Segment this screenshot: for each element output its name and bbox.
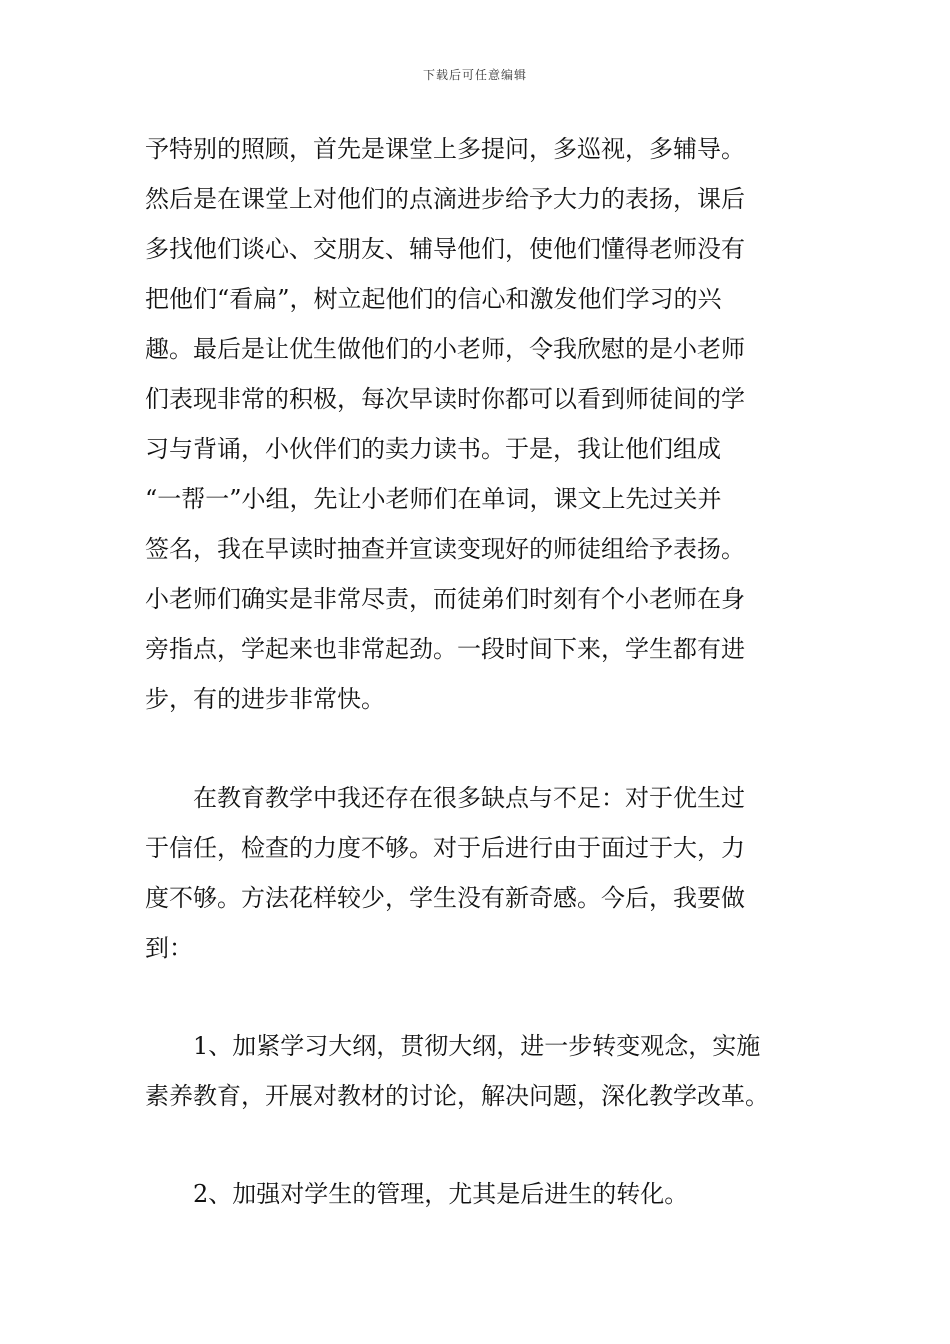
text-line: “一帮一”小组，先让小老师们在单词，课文上先过关并 bbox=[145, 485, 722, 513]
text-line: 旁指点，学起来也非常起劲。一段时间下来，学生都有进 bbox=[145, 635, 745, 663]
text-line: 习与背诵，小伙伴们的卖力读书。于是，我让他们组成 bbox=[145, 435, 721, 463]
text-line: 予特别的照顾，首先是课堂上多提问，多巡视，多辅导。 bbox=[145, 135, 745, 163]
text-line: 把他们“看扁”，树立起他们的信心和激发他们学习的兴 bbox=[145, 285, 722, 313]
text-line: 步，有的进步非常快。 bbox=[145, 685, 385, 713]
text-line: 1、加紧学习大纲，贯彻大纲，进一步转变观念，实施 bbox=[193, 1032, 761, 1060]
text-line: 素养教育，开展对教材的讨论，解决问题，深化教学改革。 bbox=[145, 1082, 769, 1110]
text-line: 于信任，检查的力度不够。对于后进行由于面过于大，力 bbox=[145, 834, 745, 862]
text-line: 签名，我在早读时抽查并宣读变现好的师徒组给予表扬。 bbox=[145, 535, 745, 563]
text-line: 多找他们谈心、交朋友、辅导他们，使他们懂得老师没有 bbox=[145, 235, 745, 263]
text-line: 到： bbox=[145, 934, 193, 962]
text-line: 在教育教学中我还存在很多缺点与不足：对于优生过 bbox=[193, 784, 745, 812]
page-header: 下载后可任意编辑 bbox=[422, 68, 527, 82]
text-line: 然后是在课堂上对他们的点滴进步给予大力的表扬，课后 bbox=[145, 185, 745, 213]
text-line: 小老师们确实是非常尽责，而徒弟们时刻有个小老师在身 bbox=[145, 585, 745, 613]
text-line: 2、加强对学生的管理，尤其是后进生的转化。 bbox=[193, 1180, 689, 1208]
text-line: 们表现非常的积极，每次早读时你都可以看到师徒间的学 bbox=[145, 385, 745, 413]
text-line: 趣。最后是让优生做他们的小老师，令我欣慰的是小老师 bbox=[145, 335, 745, 363]
text-line: 度不够。方法花样较少，学生没有新奇感。今后，我要做 bbox=[145, 884, 745, 912]
